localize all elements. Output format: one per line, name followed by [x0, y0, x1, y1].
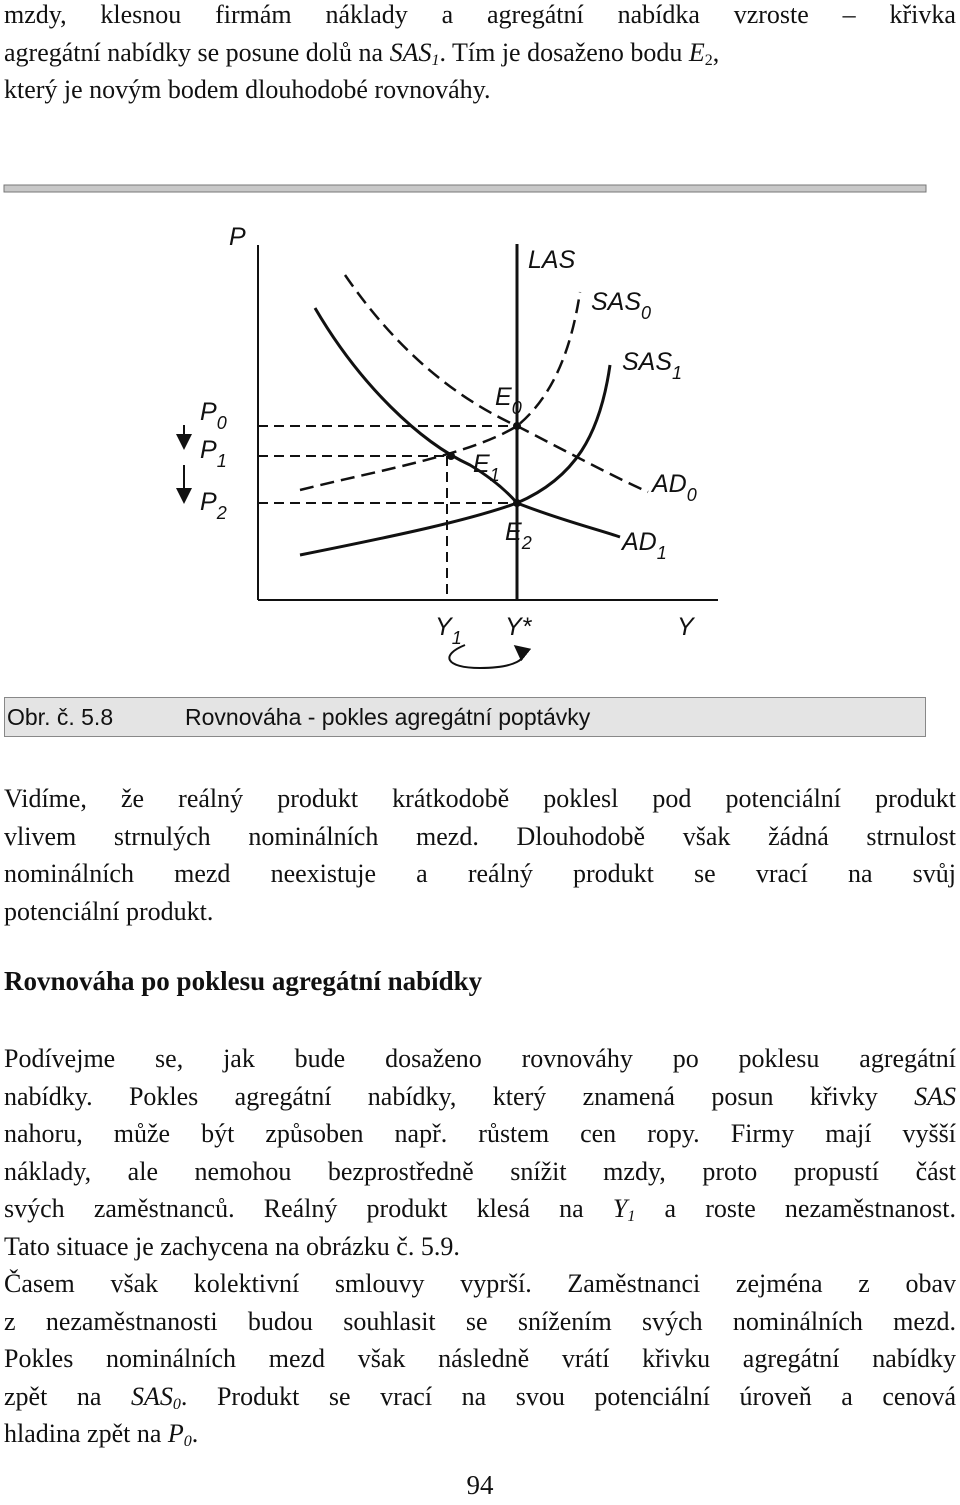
label-sas0: $SAS_0$	[591, 288, 652, 323]
paragraph-line: vlivem strnulých nominálních mezd. Dlouhodobě však žádná strnulost	[4, 821, 956, 851]
text-run: ,	[712, 37, 720, 67]
subscript: 1	[431, 51, 440, 69]
word: agregátní	[487, 0, 584, 29]
label-p1: $P_1$	[200, 436, 227, 471]
sas1-curve	[300, 365, 610, 555]
point-e1	[447, 452, 455, 460]
word: klesnou	[100, 0, 182, 29]
word: náklady	[325, 0, 408, 29]
ad-as-diagram	[0, 180, 930, 740]
word: a	[441, 0, 454, 29]
word: vzroste	[733, 0, 809, 29]
subscript: 1	[627, 1208, 636, 1225]
symbol-sas: SAS	[914, 1081, 956, 1111]
label-e0: $E_0$	[495, 383, 522, 418]
paragraph-middle	[4, 780, 956, 930]
symbol-y: Y	[612, 1194, 628, 1223]
point-e0	[513, 422, 521, 430]
paragraph-line: Časem však kolektivní smlouvy vyprší. Zaměstnanci zejména z obav	[4, 1269, 956, 1298]
paragraph-bottom	[4, 1040, 956, 1453]
cycle-arrow-icon	[449, 645, 523, 668]
text-run: hladina zpět na	[4, 1419, 162, 1448]
subscript: 0	[172, 1395, 181, 1413]
word: křivka	[889, 0, 956, 29]
figure-5-8	[0, 180, 930, 740]
symbol-e: E	[688, 37, 705, 67]
sas0-curve	[300, 292, 580, 490]
label-p0: $P_0$	[200, 398, 227, 433]
symbol-sas: SAS	[389, 37, 432, 67]
paragraph-top	[4, 0, 956, 109]
paragraph-line: nominálních mezd neexistuje a reálný produkt se vrací na svůj	[4, 859, 956, 888]
figure-top-rule	[4, 185, 926, 192]
paragraph-line: potenciální produkt.	[4, 896, 214, 926]
symbol-sas: SAS	[131, 1381, 173, 1411]
word: mzdy,	[4, 0, 67, 29]
label-p2: $P_2$	[200, 488, 227, 523]
paragraph-line	[4, 34, 956, 72]
text-run: nabídky. Pokles agregátní nabídky, který znamená posun křivky	[4, 1081, 878, 1111]
paragraph-line	[4, 71, 956, 109]
point-e2	[513, 499, 521, 507]
text-run: zpět na	[4, 1381, 102, 1411]
label-y1: $Y_1$	[435, 613, 462, 648]
word: nabídka	[617, 0, 700, 29]
label-e1: $E_1$	[473, 450, 500, 485]
text-run: který je novým bodem dlouhodobé rovnováhy.	[4, 75, 491, 104]
label-ad0: $AD_0$	[652, 470, 697, 505]
paragraph-line: Tato situace je zachycena na obrázku č. 5.9.	[4, 1231, 460, 1261]
label-e2: $E_2$	[505, 518, 532, 553]
label-ystar: Y*	[505, 613, 532, 641]
label-ad1: $AD_1$	[622, 528, 667, 563]
paragraph-line	[4, 1378, 956, 1416]
label-y: Y	[677, 613, 694, 641]
page-number: 94	[466, 1470, 494, 1500]
text-run: agregátní nabídky se posune dolů na	[4, 37, 390, 67]
paragraph-line: z nezaměstnanosti budou souhlasit se snížením svých nominálních mezd.	[4, 1306, 956, 1336]
paragraph-line	[4, 0, 956, 34]
label-sas1: $SAS_1$	[622, 348, 683, 383]
paragraph-line: náklady, ale nemohou bezprostředně snížit mzdy, proto propustí část	[4, 1156, 956, 1186]
subscript: 2	[704, 51, 713, 69]
paragraph-line: nahoru, může být způsoben např. růstem cen ropy. Firmy mají vyšší	[4, 1119, 956, 1148]
caption-number: Obr. č. 5.8	[7, 704, 114, 730]
paragraph-line: Vidíme, že reálný produkt krátkodobě poklesl pod potenciální produkt	[4, 784, 956, 813]
paragraph-line	[4, 1078, 956, 1116]
paragraph-line	[4, 1415, 956, 1453]
figure-caption	[4, 697, 926, 737]
text-run: . Tím je dosaženo bodu	[439, 37, 689, 67]
text-run: a roste nezaměstnanost.	[664, 1194, 957, 1223]
paragraph-line: Podívejme se, jak bude dosaženo rovnováhy po poklesu agregátní	[4, 1044, 956, 1073]
label-p: P	[229, 223, 246, 251]
paragraph-line	[4, 1190, 956, 1228]
section-heading: Rovnováha po poklesu agregátní nabídky	[4, 966, 483, 996]
word: –	[842, 0, 856, 29]
label-las: LAS	[528, 246, 576, 274]
symbol-p: P	[167, 1419, 184, 1448]
text-run: .	[191, 1419, 199, 1448]
text-run: svých zaměstnanců. Reálný produkt klesá na	[4, 1194, 584, 1223]
subscript: 0	[183, 1433, 192, 1450]
caption-title: Rovnováha - pokles agregátní poptávky	[185, 704, 591, 730]
paragraph-line: Pokles nominálních mezd však následně vrátí křivku agregátní nabídky	[4, 1344, 956, 1373]
text-run: . Produkt se vrací na svou potenciální úroveň a cenová	[180, 1381, 957, 1411]
word: firmám	[215, 0, 292, 29]
